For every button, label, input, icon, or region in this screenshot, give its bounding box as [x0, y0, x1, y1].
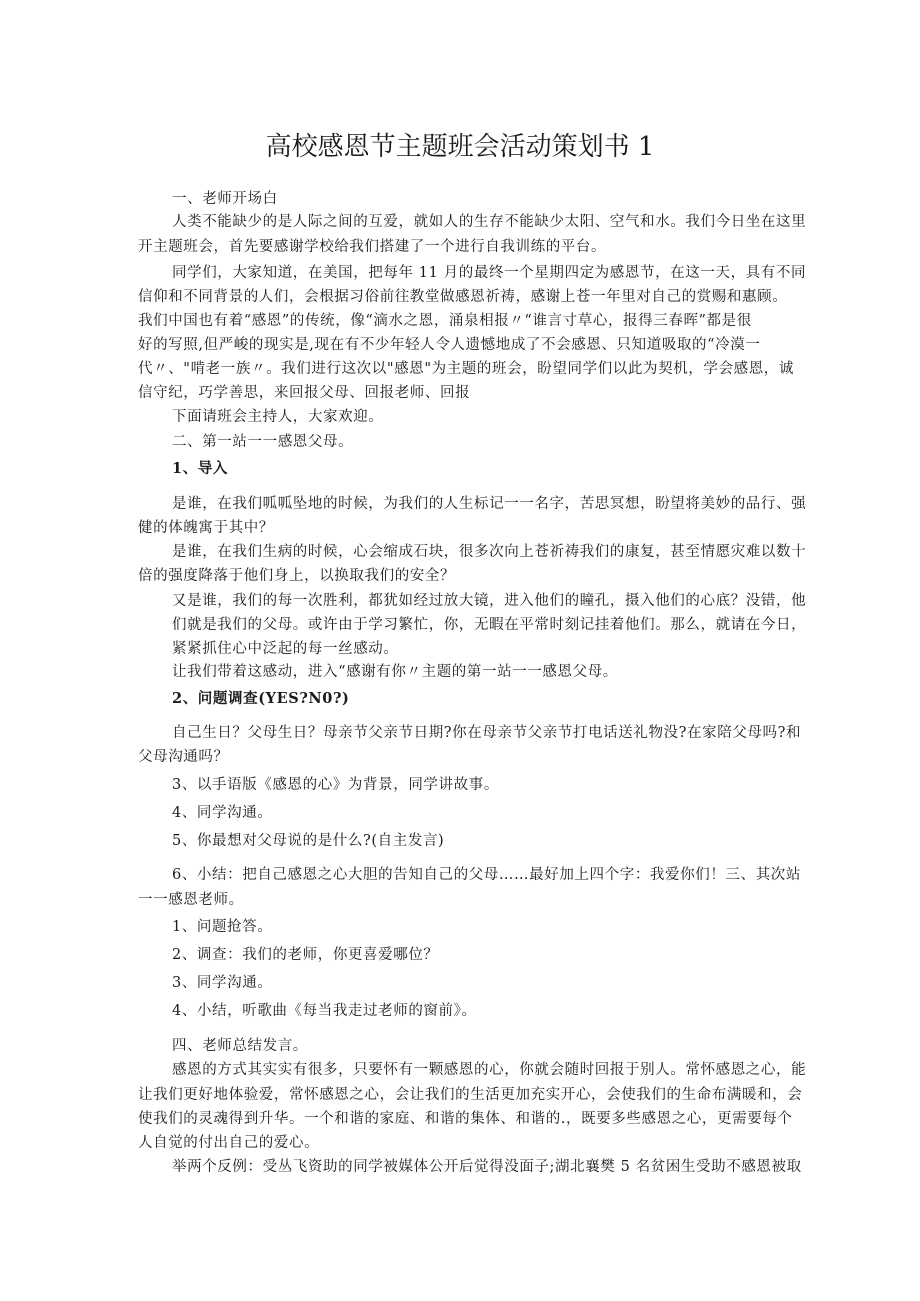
- paragraph-line: 让我们带着这感动，进入“感谢有你〃主题的第一站一一感恩父母。: [172, 664, 618, 680]
- paragraph-line: 是谁，在我们生病的时候，心会缩成石块，很多次向上苍祈祷我们的康复，甚至情愿灾难以数十: [172, 544, 807, 560]
- paragraph-line: 人自觉的付出自己的爱心。: [138, 1135, 320, 1151]
- paragraph-line: 自己生日？父母生日？母亲节父亲节日期?你在母亲节父亲节打电话送礼物没?在家陪父母吗?和: [172, 725, 802, 741]
- document-title: 高校感恩节主题班会活动策划书 1: [265, 132, 655, 162]
- paragraph-line: 倍的强度降落于他们身上，以换取我们的安全？: [138, 568, 456, 584]
- section-heading-opening: 一、老师开场白: [172, 191, 278, 207]
- paragraph-line: 感恩的方式其实实有很多，只要怀有一颗感恩的心，你就会随时回报于别人。常怀感恩之心，能: [172, 1062, 807, 1078]
- item-heading: 2、调查：我们的老师，你更喜爱哪位？: [172, 947, 439, 963]
- paragraph-line: 人类不能缺少的是人际之间的互爱，就如人的生存不能缺少太阳、空气和水。我们今日坐在这里: [172, 214, 807, 230]
- section-heading-parents: 二、第一站一一感恩父母。: [172, 434, 354, 450]
- paragraph-line: 代〃、"啃老一族〃。我们进行这次以"感恩"为主题的班会，盼望同学们以此为契机，学会感恩，诚: [138, 361, 795, 377]
- item-heading: 4、同学沟通。: [172, 805, 273, 821]
- paragraph-line: 我们中国也有着“感恩”的传统，像“滴水之恩，涌泉相报〃“谁言寸草心，报得三春晖”都是很: [138, 313, 752, 329]
- item-heading: 4、小结，听歌曲《每当我走过老师的窗前》。: [172, 1003, 477, 1019]
- paragraph-line: 信守纪，巧学善思，来回报父母、回报老师、回报: [138, 385, 471, 401]
- paragraph-line: 父母沟通吗？: [138, 749, 229, 765]
- paragraph-line: 开主题班会，首先要感谢学校给我们搭建了一个进行自我训练的平台。: [138, 239, 607, 255]
- item-heading: 3、同学沟通。: [172, 975, 273, 991]
- paragraph-line: 同学们，大家知道，在美国，把每年 11 月的最终一个星期四定为感恩节，在这一天，具有不同: [172, 265, 807, 281]
- paragraph-line: 紧紧抓住心中泛起的每一丝感动。: [172, 641, 399, 657]
- paragraph-line: 6、小结：把自己感恩之心大胆的告知自己的父母……最好加上四个字：我爱你们！三、其次站: [172, 867, 801, 883]
- item-heading: 2、问题调查(YES?N0?): [172, 690, 350, 707]
- paragraph-line: 健的体魄寓于其中？: [138, 520, 274, 536]
- item-heading: 5、你最想对父母说的是什么?(自主发言): [172, 833, 445, 849]
- paragraph-line: 们就是我们的父母。或许由于学习繁忙，你，无暇在平常时刻记挂着他们。那么，就请在今日，: [172, 617, 807, 633]
- paragraph-line: 一一感恩老师。: [138, 892, 244, 908]
- paragraph-line: 下面请班会主持人，大家欢迎。: [172, 409, 384, 425]
- item-heading: 3、以手语版《感恩的心》为背景，同学讲故事。: [172, 777, 499, 793]
- paragraph-line: 举两个反例：受丛飞资助的同学被媒体公开后觉得没面子;湖北襄樊 5 名贫困生受助不感恩被取: [172, 1159, 802, 1175]
- paragraph-line: 是谁，在我们呱呱坠地的时候，为我们的人生标记一一名字，苦思冥想，盼望将美妙的品行、强: [172, 496, 807, 512]
- paragraph-line: 使我们的灵魂得到升华。一个和谐的家庭、和谐的集体、和谐的.，既要多些感恩之心，更需要每个: [138, 1111, 793, 1127]
- item-heading: 1、导入: [172, 460, 228, 477]
- section-heading-summary: 四、老师总结发言。: [172, 1038, 308, 1054]
- paragraph-line: 又是谁，我们的每一次胜利，都犹如经过放大镜，进入他们的瞳孔，摄入他们的心底？没错，他: [172, 593, 807, 609]
- paragraph-line: 好的写照,但严峻的现实是,现在有不少年轻人令人遗憾地成了不会感恩、只知道吸取的“冷漠一: [138, 337, 761, 353]
- paragraph-line: 让我们更好地体验爱，常怀感恩之心，会让我们的生活更加充实开心，会使我们的生命布满暖和，会: [138, 1087, 803, 1103]
- paragraph-line: 信仰和不同背景的人们，会根据习俗前往教堂做感恩祈祷，感谢上苍一年里对自己的赏赐和惠顾。: [138, 289, 788, 305]
- item-heading: 1、问题抢答。: [172, 919, 273, 935]
